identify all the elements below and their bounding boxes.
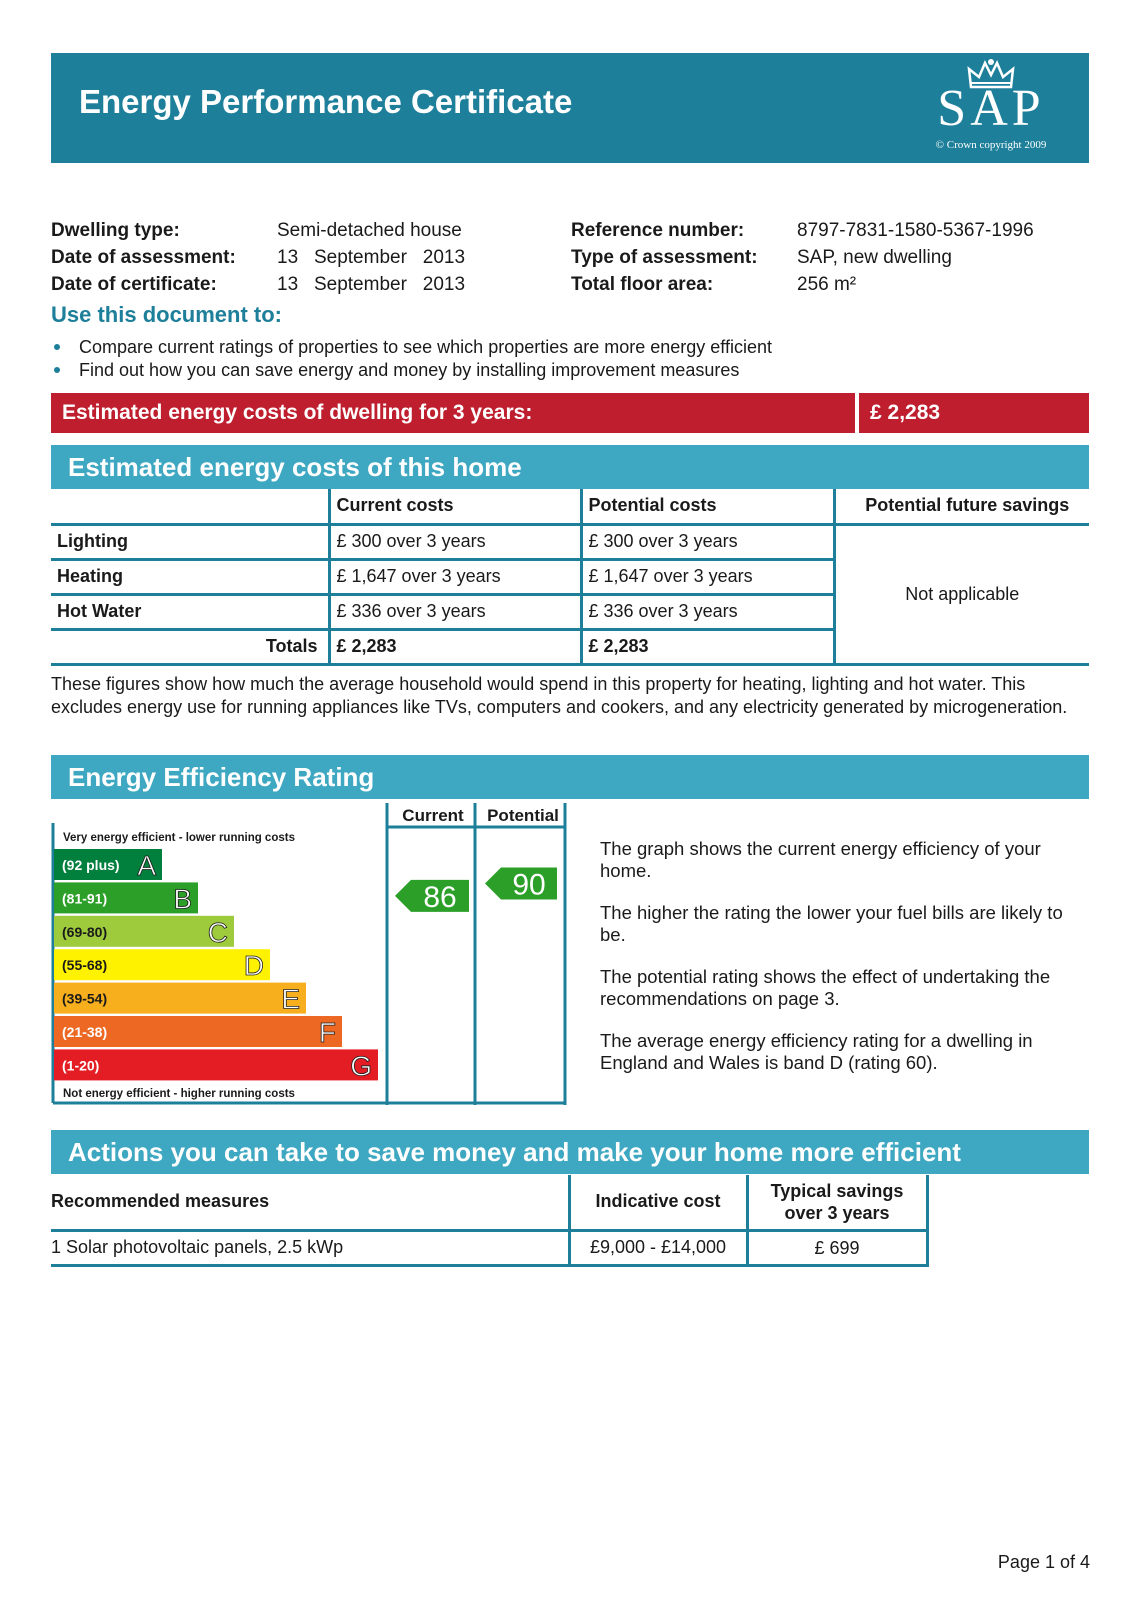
certificate-date-label: Date of certificate:: [51, 274, 217, 295]
sap-logo-text: SAP: [937, 80, 1045, 137]
description-paragraph: The higher the rating the lower your fuel bills are likely to be.: [600, 902, 1063, 945]
typical-savings: £ 699: [747, 1230, 927, 1265]
header-measures: Recommended measures: [51, 1175, 569, 1230]
potential-cost: £ 336 over 3 years: [581, 594, 834, 629]
efficiency-section-title: Energy Efficiency Rating: [51, 755, 1089, 799]
band-range-label: (55-68): [62, 957, 108, 974]
table-header: Potential costs: [581, 489, 834, 524]
table-header-row: [51, 1175, 927, 1230]
efficiency-rating-chart: [51, 803, 571, 1113]
list-item: Find out how you can save energy and money by installing improvement measures: [51, 359, 772, 382]
assessment-type-label: Type of assessment:: [571, 247, 758, 268]
current-cost: £ 336 over 3 years: [329, 594, 581, 629]
rating-band-g: [54, 1049, 378, 1080]
sap-logo: [921, 57, 1061, 157]
header-band: [51, 53, 1089, 163]
current-cost: £ 300 over 3 years: [329, 524, 581, 559]
current-cost: £ 1,647 over 3 years: [329, 559, 581, 594]
potential-cost: £ 1,647 over 3 years: [581, 559, 834, 594]
page-number: Page 1 of 4: [997, 1552, 1090, 1572]
band-letter: D: [243, 950, 264, 982]
table-row: [51, 1230, 927, 1265]
band-letter: G: [350, 1050, 372, 1082]
costs-section-title: Estimated energy costs of this home: [51, 445, 1089, 489]
use-document-list: [51, 336, 772, 382]
header-savings-line1: Typical savings: [770, 1180, 904, 1201]
assessment-type-value: SAP, new dwelling: [797, 247, 952, 268]
costs-note: These figures show how much the average household would spend in this property for heating, lighting and hot water. This excludes energy use for running appliances like TVs, computers and cookers, and any electricity generated by microgeneration.: [51, 674, 1068, 717]
indicative-cost: £9,000 - £14,000: [569, 1230, 747, 1265]
description-paragraph: The graph shows the current energy efficiency of your home.: [600, 838, 1041, 881]
rating-bands: [54, 849, 378, 1081]
description-paragraph: The potential rating shows the effect of undertaking the recommendations on page 3.: [600, 966, 1051, 1009]
description-paragraph: The average energy efficiency rating for a dwelling in England and Wales is band D (rating 60).: [600, 1030, 1033, 1073]
totals-potential: £ 2,283: [581, 629, 834, 664]
band-range-label: (1-20): [62, 1057, 100, 1074]
list-item: Compare current ratings of properties to see which properties are more energy efficient: [51, 336, 772, 359]
potential-cost: £ 300 over 3 years: [581, 524, 834, 559]
band-range-label: (92 plus): [62, 857, 120, 873]
band-letter: F: [318, 1017, 336, 1048]
top-caption: Very energy efficient - lower running costs: [63, 832, 295, 844]
estimated-cost-label: Estimated energy costs of dwelling for 3 years:: [51, 393, 855, 433]
band-letter: B: [173, 883, 192, 915]
efficiency-description: [600, 838, 1090, 1094]
header-savings: [747, 1175, 927, 1230]
assessment-date-label: Date of assessment:: [51, 247, 236, 268]
table-header: Current costs: [329, 489, 581, 524]
band-letter: C: [207, 916, 228, 948]
row-label: Hot Water: [51, 594, 329, 629]
actions-section-title: Actions you can take to save money and make your home more efficient: [51, 1130, 1089, 1174]
reference-value: 8797-7831-1580-5367-1996: [797, 220, 1034, 241]
header-cost: Indicative cost: [569, 1175, 747, 1230]
certificate-date-value: 13 September 2013: [277, 274, 466, 295]
header-savings-line2: over 3 years: [784, 1202, 890, 1223]
dwelling-type-label: Dwelling type:: [51, 220, 180, 241]
totals-current: £ 2,283: [329, 629, 581, 664]
band-range-label: (21-38): [62, 1024, 108, 1040]
band-range-label: (81-91): [62, 890, 108, 907]
table-row: [51, 524, 1089, 559]
measure: 1 Solar photovoltaic panels, 2.5 kWp: [51, 1230, 569, 1265]
potential-rating-value: 90: [512, 868, 546, 902]
totals-label: Totals: [51, 629, 329, 664]
column-header-potential: Potential: [487, 806, 559, 825]
band-range-label: (39-54): [62, 990, 108, 1007]
table-header-row: [51, 489, 1089, 524]
column-header-current: Current: [402, 806, 464, 825]
sap-copyright: © Crown copyright 2009: [935, 139, 1047, 151]
page-title: Energy Performance Certificate: [79, 83, 573, 120]
bottom-caption: Not energy efficient - higher running costs: [63, 1088, 295, 1100]
band-letter: E: [281, 983, 300, 1015]
row-label: Heating: [51, 559, 329, 594]
dwelling-info: [0, 217, 1140, 298]
table-header: [51, 489, 329, 524]
band-letter: A: [137, 850, 156, 881]
reference-label: Reference number:: [571, 220, 745, 241]
current-rating-value: 86: [423, 880, 457, 914]
estimated-cost-value: £ 2,283: [859, 393, 1089, 433]
table-header: Potential future savings: [834, 489, 1089, 524]
actions-table: [51, 1175, 929, 1267]
use-document-title: Use this document to:: [51, 302, 283, 327]
floor-area-value: 256 m²: [797, 274, 857, 295]
floor-area-label: Total floor area:: [571, 274, 714, 295]
row-label: Lighting: [51, 524, 329, 559]
costs-table: [51, 489, 1089, 666]
assessment-date-value: 13 September 2013: [277, 247, 466, 268]
band-range-label: (69-80): [62, 923, 108, 940]
savings-cell: Not applicable: [834, 524, 1089, 664]
dwelling-type-value: Semi-detached house: [277, 220, 462, 241]
